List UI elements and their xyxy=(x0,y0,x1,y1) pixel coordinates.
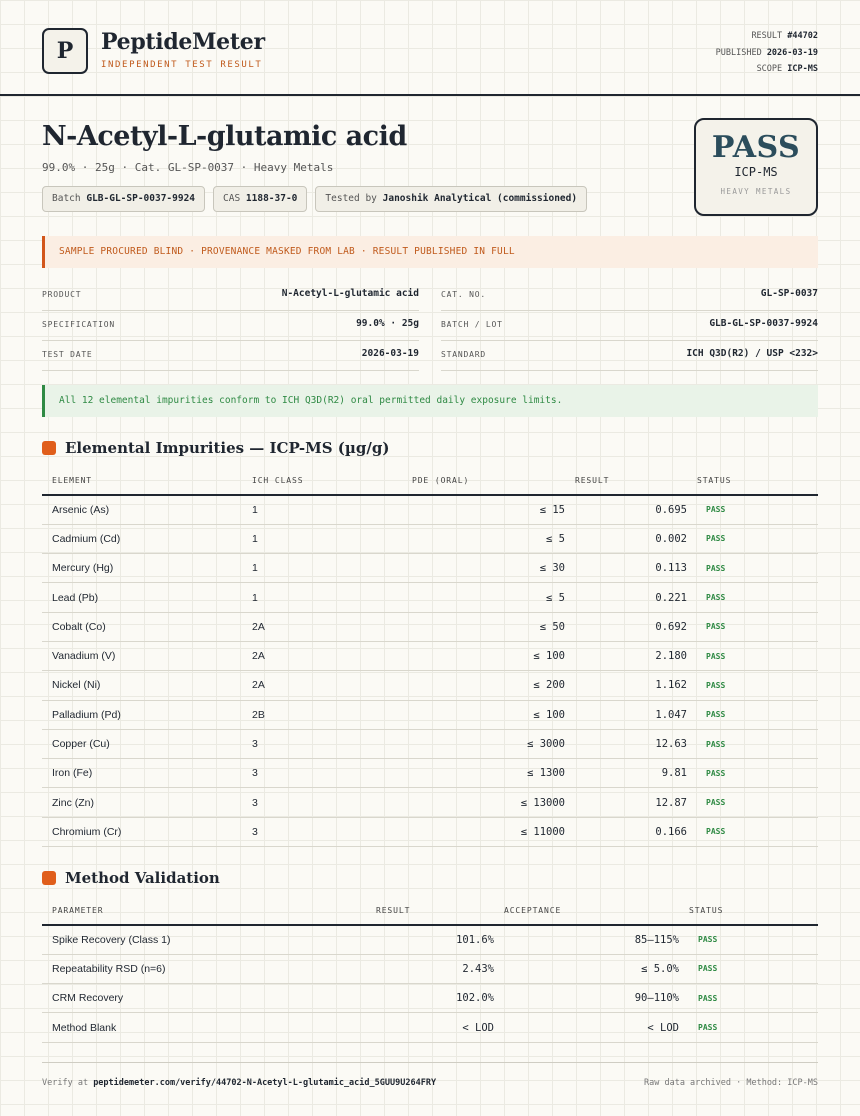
page-title: N-Acetyl-L-glutamic acid xyxy=(42,121,407,152)
result-cell: 1.162 xyxy=(565,671,687,700)
ich-class-cell: 2A xyxy=(242,641,402,670)
pde-cell: ≤ 200 xyxy=(402,671,565,700)
validation-body xyxy=(42,925,818,1042)
table-row xyxy=(42,1013,818,1042)
ich-class-cell: 3 xyxy=(242,817,402,846)
parameter-cell: Repeatability RSD (n=6) xyxy=(42,954,366,983)
result-cell: 0.166 xyxy=(565,817,687,846)
validation-header-row xyxy=(42,896,818,925)
element-cell: Chromium (Cr) xyxy=(42,817,242,846)
table-row xyxy=(42,554,818,583)
table-row xyxy=(42,817,818,846)
status-badge: PASS xyxy=(687,729,818,758)
batch-chip: Batch GLB-GL-SP-0037-9924 xyxy=(42,186,205,212)
scope-line: SCOPE ICP-MS xyxy=(756,64,818,74)
info-row-standard: STANDARD ICH Q3D(R2) / USP <232> xyxy=(441,341,818,371)
section-marker-icon xyxy=(42,871,56,885)
pde-cell: ≤ 100 xyxy=(402,700,565,729)
status-badge: PASS xyxy=(687,641,818,670)
impurities-header-row xyxy=(42,466,818,495)
impurities-title: Elemental Impurities — ICP-MS (µg/g) xyxy=(65,439,390,457)
result-cell: 1.047 xyxy=(565,700,687,729)
parameter-cell: Spike Recovery (Class 1) xyxy=(42,925,366,954)
verdict-stamp xyxy=(694,118,818,216)
element-cell: Mercury (Hg) xyxy=(42,554,242,583)
table-row xyxy=(42,612,818,641)
ich-class-cell: 2A xyxy=(242,671,402,700)
ich-class-cell: 1 xyxy=(242,554,402,583)
validation-section-heading xyxy=(42,869,220,887)
ich-class-cell: 1 xyxy=(242,583,402,612)
table-row xyxy=(42,984,818,1013)
col-parameter: PARAMETER xyxy=(42,896,366,925)
pde-cell: ≤ 30 xyxy=(402,554,565,583)
table-row xyxy=(42,583,818,612)
section-marker-icon xyxy=(42,441,56,455)
blind-procurement-notice: SAMPLE PROCURED BLIND · PROVENANCE MASKED FROM LAB · RESULT PUBLISHED IN FULL xyxy=(42,236,818,268)
result-cell: 0.002 xyxy=(565,524,687,553)
brand-logo: P xyxy=(42,28,88,74)
table-row xyxy=(42,671,818,700)
ich-class-cell: 3 xyxy=(242,759,402,788)
conformance-banner: All 12 elemental impurities conform to ICH Q3D(R2) oral permitted daily exposure limits. xyxy=(42,385,818,417)
report-header xyxy=(0,0,860,96)
published-date: 2026-03-19 xyxy=(766,47,818,58)
brand-tagline: INDEPENDENT TEST RESULT xyxy=(101,60,263,70)
col-acceptance: ACCEPTANCE xyxy=(494,896,679,925)
info-row-batch-lot: BATCH / LOT GLB-GL-SP-0037-9924 xyxy=(441,311,818,341)
status-badge: PASS xyxy=(687,700,818,729)
acceptance-cell: 90–110% xyxy=(494,984,679,1013)
element-cell: Cobalt (Co) xyxy=(42,612,242,641)
result-cell: 0.113 xyxy=(565,554,687,583)
parameter-cell: CRM Recovery xyxy=(42,984,366,1013)
col-ich-class: ICH CLASS xyxy=(242,466,402,495)
info-row-cat-no: CAT. NO. GL-SP-0037 xyxy=(441,281,818,311)
element-cell: Palladium (Pd) xyxy=(42,700,242,729)
acceptance-cell: < LOD xyxy=(494,1013,679,1042)
element-cell: Copper (Cu) xyxy=(42,729,242,758)
status-badge: PASS xyxy=(687,788,818,817)
element-cell: Zinc (Zn) xyxy=(42,788,242,817)
result-cell: 12.87 xyxy=(565,788,687,817)
result-cell: 12.63 xyxy=(565,729,687,758)
footer-archive-note: Raw data archived · Method: ICP-MS xyxy=(644,1078,818,1088)
status-badge: PASS xyxy=(687,554,818,583)
validation-table xyxy=(42,896,818,1043)
result-cell: 2.43% xyxy=(366,954,494,983)
verify-link[interactable]: peptidemeter.com/verify/44702-N-Acetyl-L-glutamic_acid_5GUU9U264FRY xyxy=(93,1078,437,1088)
info-row-test-date: TEST DATE 2026-03-19 xyxy=(42,341,419,371)
col-val-result: RESULT xyxy=(366,896,494,925)
status-badge: PASS xyxy=(687,759,818,788)
table-row xyxy=(42,700,818,729)
status-badge: PASS xyxy=(687,524,818,553)
element-cell: Arsenic (As) xyxy=(42,495,242,524)
result-cell: 2.180 xyxy=(565,641,687,670)
status-badge: PASS xyxy=(679,925,818,954)
info-row-specification: SPECIFICATION 99.0% · 25g xyxy=(42,311,419,341)
tested-by-chip: Tested by Janoshik Analytical (commissioned) xyxy=(315,186,587,212)
result-cell: < LOD xyxy=(366,1013,494,1042)
pde-cell: ≤ 11000 xyxy=(402,817,565,846)
table-row xyxy=(42,954,818,983)
result-cell: 0.695 xyxy=(565,495,687,524)
verify-line: Verify at peptidemeter.com/verify/44702-N-Acetyl-L-glutamic_acid_5GUU9U264FRY xyxy=(42,1078,437,1088)
status-badge: PASS xyxy=(687,612,818,641)
element-cell: Iron (Fe) xyxy=(42,759,242,788)
report-footer xyxy=(42,1062,818,1102)
impurities-section-heading xyxy=(42,439,389,457)
status-badge: PASS xyxy=(679,984,818,1013)
element-cell: Nickel (Ni) xyxy=(42,671,242,700)
impurities-body xyxy=(42,495,818,847)
report-meta xyxy=(716,28,818,78)
result-cell: 101.6% xyxy=(366,925,494,954)
status-badge: PASS xyxy=(679,954,818,983)
pde-cell: ≤ 1300 xyxy=(402,759,565,788)
brand-name: PeptideMeter xyxy=(101,29,265,55)
info-row-product: PRODUCT N-Acetyl-L-glutamic acid xyxy=(42,281,419,311)
element-cell: Lead (Pb) xyxy=(42,583,242,612)
table-row xyxy=(42,641,818,670)
table-row xyxy=(42,729,818,758)
pde-cell: ≤ 100 xyxy=(402,641,565,670)
verdict-method: ICP-MS xyxy=(734,165,778,179)
ich-class-cell: 1 xyxy=(242,524,402,553)
ich-class-cell: 2A xyxy=(242,612,402,641)
status-badge: PASS xyxy=(687,817,818,846)
pde-cell: ≤ 5 xyxy=(402,524,565,553)
table-row xyxy=(42,925,818,954)
product-subtitle: 99.0% · 25g · Cat. GL-SP-0037 · Heavy Metals xyxy=(42,161,334,174)
cas-chip: CAS 1188-37-0 xyxy=(213,186,307,212)
col-result: RESULT xyxy=(565,466,687,495)
pde-cell: ≤ 15 xyxy=(402,495,565,524)
table-row xyxy=(42,524,818,553)
result-cell: 102.0% xyxy=(366,984,494,1013)
col-pde: PDE (ORAL) xyxy=(402,466,565,495)
ich-class-cell: 1 xyxy=(242,495,402,524)
scope-value: ICP-MS xyxy=(787,64,818,74)
pde-cell: ≤ 13000 xyxy=(402,788,565,817)
result-id-line: RESULT #44702 xyxy=(751,31,818,41)
status-badge: PASS xyxy=(679,1013,818,1042)
ich-class-cell: 2B xyxy=(242,700,402,729)
ich-class-cell: 3 xyxy=(242,788,402,817)
result-cell: 9.81 xyxy=(565,759,687,788)
published-line: PUBLISHED 2026-03-19 xyxy=(715,47,818,58)
element-cell: Vanadium (V) xyxy=(42,641,242,670)
product-chips xyxy=(42,186,587,212)
result-id: #44702 xyxy=(787,31,818,41)
validation-title: Method Validation xyxy=(65,869,220,887)
parameter-cell: Method Blank xyxy=(42,1013,366,1042)
pde-cell: ≤ 3000 xyxy=(402,729,565,758)
impurities-table xyxy=(42,466,818,847)
acceptance-cell: 85–115% xyxy=(494,925,679,954)
table-row xyxy=(42,759,818,788)
col-status: STATUS xyxy=(687,466,818,495)
verdict-word: PASS xyxy=(711,130,801,165)
status-badge: PASS xyxy=(687,583,818,612)
pde-cell: ≤ 5 xyxy=(402,583,565,612)
acceptance-cell: ≤ 5.0% xyxy=(494,954,679,983)
status-badge: PASS xyxy=(687,671,818,700)
element-cell: Cadmium (Cd) xyxy=(42,524,242,553)
result-cell: 0.221 xyxy=(565,583,687,612)
pde-cell: ≤ 50 xyxy=(402,612,565,641)
col-val-status: STATUS xyxy=(679,896,818,925)
result-cell: 0.692 xyxy=(565,612,687,641)
status-badge: PASS xyxy=(687,495,818,524)
ich-class-cell: 3 xyxy=(242,729,402,758)
table-row xyxy=(42,495,818,524)
col-element: ELEMENT xyxy=(42,466,242,495)
verdict-scope: HEAVY METALS xyxy=(720,187,792,196)
table-row xyxy=(42,788,818,817)
